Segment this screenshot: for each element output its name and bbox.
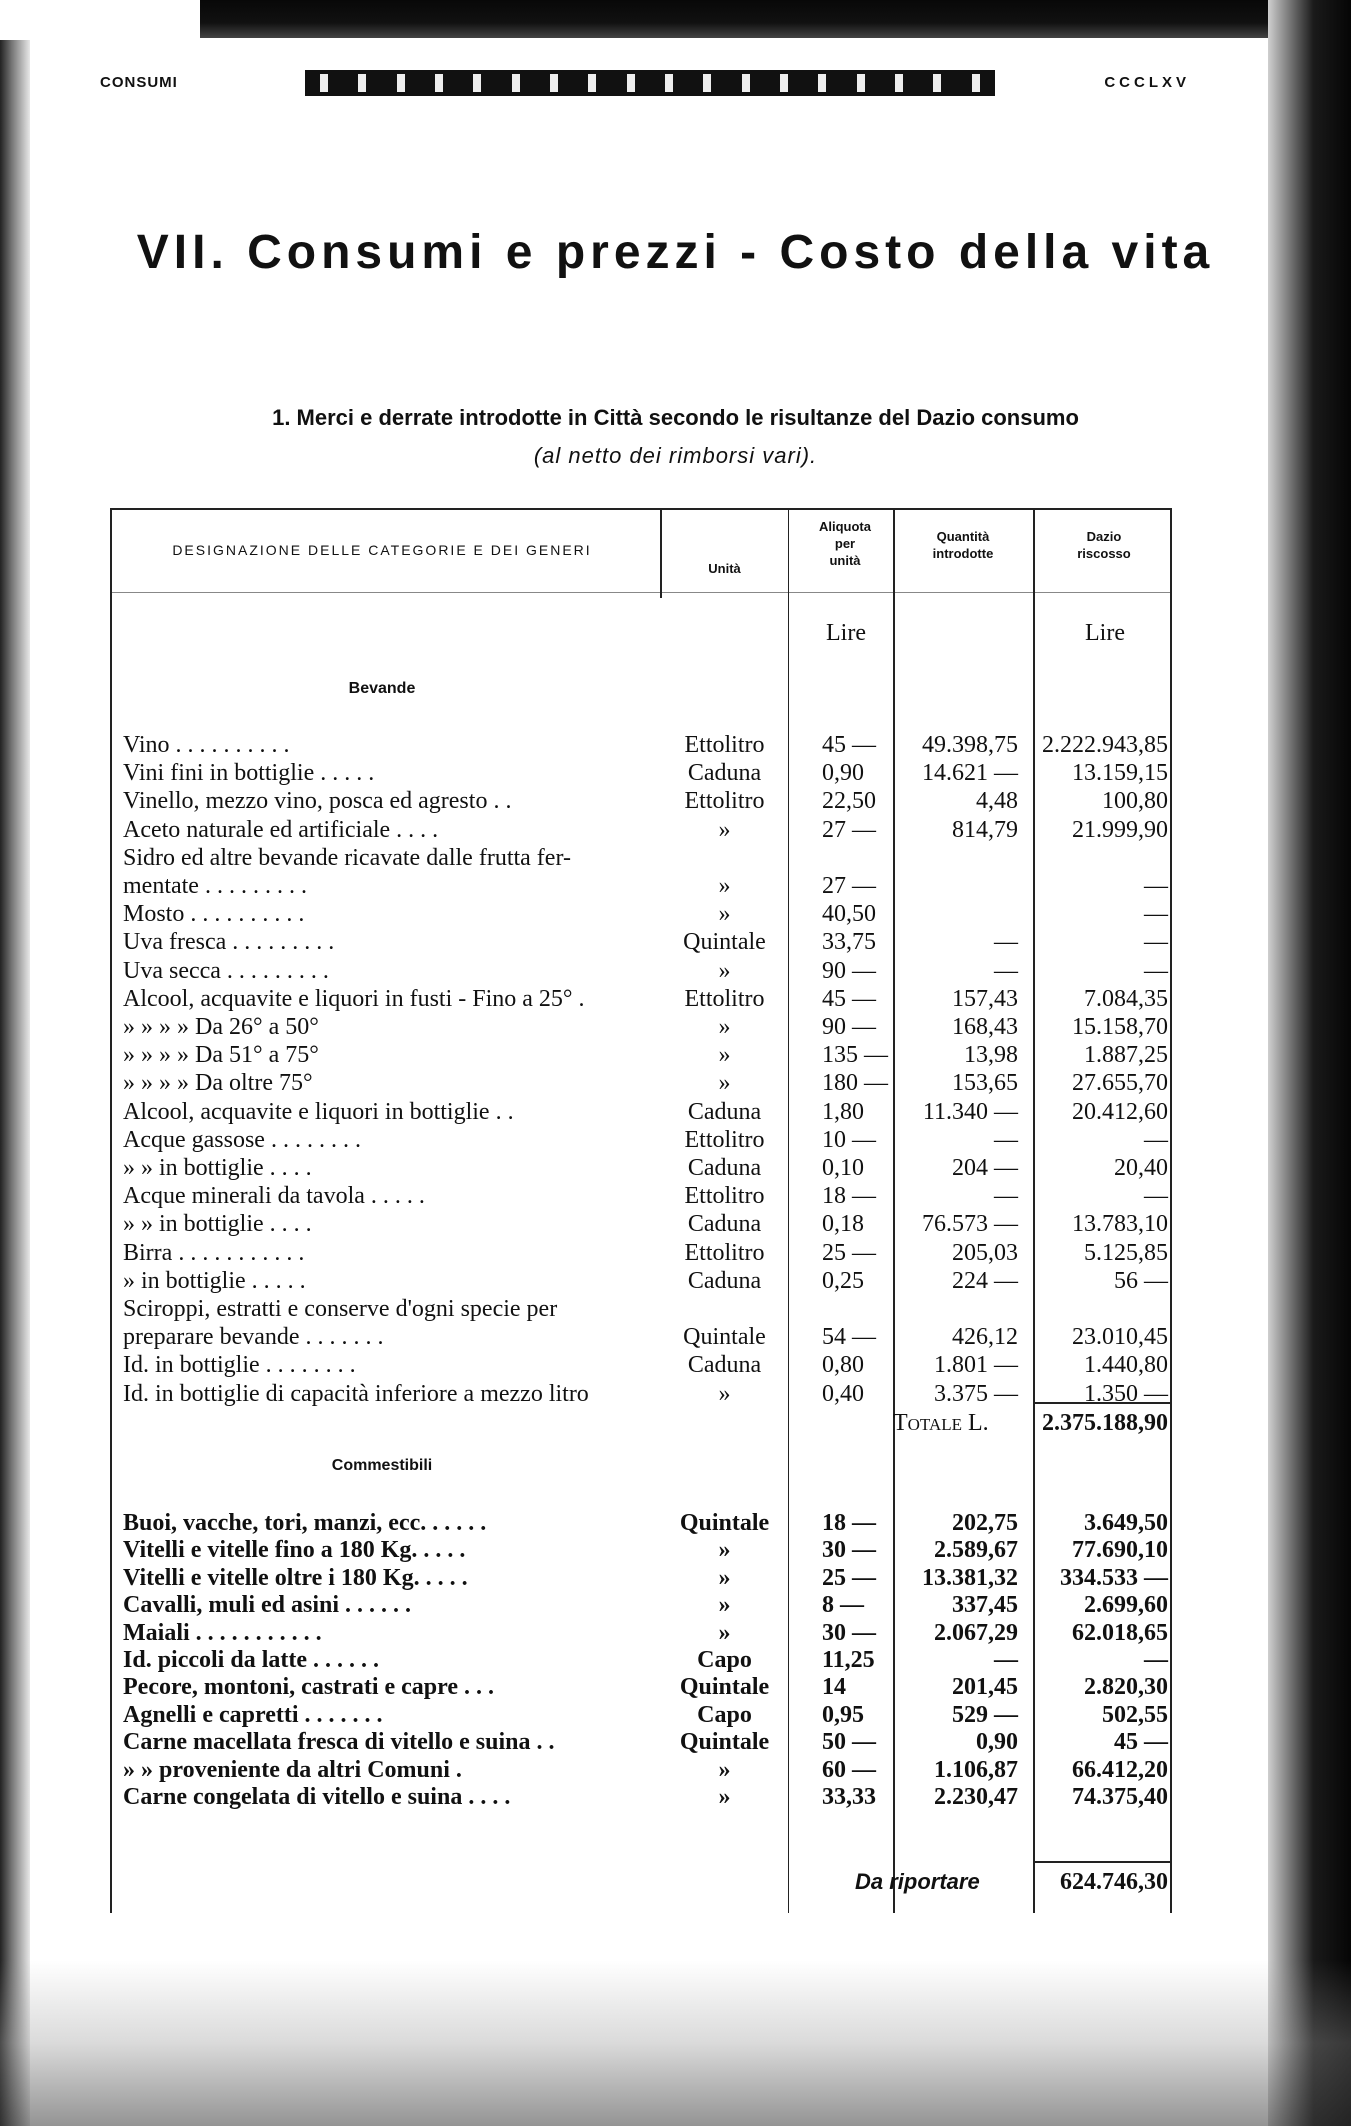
row-desc: Uva fresca . . . . . . . . .	[123, 929, 335, 956]
table-row	[0, 730, 1351, 760]
table-row	[0, 1535, 1351, 1565]
row-quantita: 4,48	[976, 788, 1018, 815]
table-row	[0, 1508, 1351, 1538]
row-aliquota: 0,10	[822, 1155, 864, 1181]
scan-edge-top	[200, 0, 1351, 38]
row-unit: »	[718, 957, 731, 984]
row-quantita: 201,45	[952, 1674, 1018, 1701]
header-dazio-line2: riscosso	[1077, 546, 1131, 561]
row-dazio: —	[1144, 957, 1168, 984]
row-dazio: 21.999,90	[1072, 816, 1168, 843]
row-aliquota: 18 —	[822, 1183, 876, 1210]
header-bottom-rule	[112, 592, 1172, 593]
row-quantita: 49.398,75	[922, 732, 1018, 758]
row-desc: » » » » Da 51° a 75°	[123, 1042, 319, 1069]
row-unit: Ettolitro	[684, 1183, 765, 1210]
row-unit: Quintale	[679, 1674, 770, 1701]
row-unit: »	[718, 1619, 731, 1646]
row-desc: Vitelli e vitelle oltre i 180 Kg. . . . .	[123, 1564, 468, 1591]
header-aliquota-line1: Aliquota	[819, 519, 871, 534]
table-row	[0, 1350, 1351, 1380]
table-row	[0, 1238, 1351, 1268]
row-aliquota: 50 —	[822, 1729, 876, 1756]
row-desc: mentate . . . . . . . . .	[123, 873, 307, 899]
table-row	[0, 1209, 1351, 1239]
row-dazio: —	[1144, 929, 1168, 956]
row-dazio: 27.655,70	[1072, 1070, 1168, 1097]
running-head-right: CCCLXV	[1104, 74, 1190, 91]
table-row	[0, 871, 1351, 901]
row-desc: preparare bevande . . . . . . .	[123, 1324, 384, 1351]
table-row	[0, 843, 1351, 873]
row-unit: »	[718, 1564, 731, 1591]
row-dazio: —	[1144, 901, 1168, 928]
row-dazio: 20,40	[1114, 1155, 1168, 1181]
row-desc: Vino . . . . . . . . . .	[123, 732, 290, 758]
table-row	[0, 1672, 1351, 1702]
row-aliquota: 25 —	[822, 1239, 876, 1266]
row-unit: Caduna	[687, 1155, 762, 1181]
row-unit: Capo	[697, 1701, 752, 1728]
row-aliquota: 90 —	[822, 1014, 876, 1040]
row-dazio: 74.375,40	[1072, 1784, 1168, 1810]
row-quantita: —	[994, 957, 1018, 984]
row-desc: Acque minerali da tavola . . . . .	[123, 1183, 425, 1210]
table-row	[0, 1782, 1351, 1812]
row-unit: Quintale	[679, 1510, 770, 1536]
row-quantita: 1.106,87	[934, 1756, 1018, 1783]
section-commestibili: Commestibili	[331, 1457, 433, 1474]
row-unit: Caduna	[687, 1211, 762, 1238]
row-dazio: 62.018,65	[1072, 1619, 1168, 1646]
row-quantita: 153,65	[952, 1070, 1018, 1097]
row-dazio: 2.699,60	[1084, 1592, 1168, 1619]
table-row	[0, 1125, 1351, 1155]
row-desc: » in bottiglie . . . . .	[123, 1267, 306, 1294]
row-unit: Capo	[697, 1647, 752, 1673]
header-aliquota-line2: per	[834, 536, 856, 551]
row-unit: »	[718, 1380, 731, 1407]
row-quantita: 337,45	[952, 1592, 1018, 1619]
row-quantita: 2.589,67	[934, 1537, 1018, 1564]
row-aliquota: 27 —	[822, 873, 876, 899]
row-dazio: 1.350 —	[1084, 1380, 1168, 1407]
row-desc: Aceto naturale ed artificiale . . . .	[123, 816, 439, 843]
row-unit: Caduna	[687, 760, 762, 787]
table-row	[0, 1379, 1351, 1409]
row-desc: Vinello, mezzo vino, posca ed agresto . .	[123, 788, 512, 815]
header-dazio-line1: Dazio	[1086, 529, 1122, 544]
row-aliquota: 90 —	[822, 957, 876, 984]
row-unit: »	[718, 1537, 731, 1564]
row-dazio: 13.159,15	[1072, 760, 1168, 787]
header-aliquota-line3: unità	[829, 553, 861, 568]
row-dazio: 5.125,85	[1084, 1239, 1168, 1266]
row-aliquota: 11,25	[822, 1647, 875, 1673]
row-unit: Caduna	[687, 1352, 762, 1379]
row-dazio: —	[1144, 1126, 1168, 1153]
row-unit: Caduna	[687, 1098, 762, 1125]
row-unit: Caduna	[687, 1267, 762, 1294]
row-desc: » » » » Da 26° a 50°	[123, 1014, 319, 1040]
row-desc: Sidro ed altre bevande ricavate dalle frutta fer-	[123, 844, 571, 871]
row-desc: » » in bottiglie . . . .	[123, 1155, 312, 1181]
row-dazio: 45 —	[1114, 1729, 1168, 1756]
row-aliquota: 33,75	[822, 929, 876, 956]
row-aliquota: 0,95	[822, 1701, 864, 1728]
row-aliquota: 135 —	[822, 1042, 888, 1069]
totale-value: 2.375.188,90	[1042, 1410, 1168, 1436]
riportare-label: Da riportare	[855, 1869, 980, 1894]
row-desc: Id. in bottiglie di capacità inferiore a mezzo litro	[123, 1380, 589, 1407]
row-dazio: 77.690,10	[1072, 1537, 1168, 1564]
row-desc: Acque gassose . . . . . . . .	[123, 1126, 361, 1153]
row-dazio: 23.010,45	[1072, 1324, 1168, 1351]
row-aliquota: 0,25	[822, 1267, 864, 1294]
row-dazio: 20.412,60	[1072, 1098, 1168, 1125]
row-aliquota: 180 —	[822, 1070, 888, 1097]
table-row	[0, 786, 1351, 816]
row-dazio: 3.649,50	[1084, 1510, 1168, 1536]
table-row	[0, 1097, 1351, 1127]
table-row	[0, 758, 1351, 788]
row-unit: Ettolitro	[684, 732, 765, 758]
row-quantita: 0,90	[976, 1729, 1018, 1756]
row-aliquota: 25 —	[822, 1564, 876, 1591]
row-desc: Alcool, acquavite e liquori in fusti - Fino a 25° .	[123, 985, 585, 1012]
row-quantita: 76.573 —	[922, 1211, 1018, 1238]
row-aliquota: 60 —	[822, 1756, 876, 1783]
row-desc: Carne macellata fresca di vitello e suina . .	[123, 1729, 555, 1756]
row-unit: »	[718, 1756, 731, 1783]
row-quantita: 3.375 —	[934, 1380, 1018, 1407]
table-row	[0, 1645, 1351, 1675]
row-desc: Uva secca . . . . . . . . .	[123, 957, 329, 984]
row-desc: Carne congelata di vitello e suina . . . .	[123, 1784, 511, 1810]
running-head-band	[305, 70, 995, 96]
row-quantita: —	[994, 1183, 1018, 1210]
row-dazio: 13.783,10	[1072, 1211, 1168, 1238]
row-aliquota: 14	[822, 1674, 846, 1701]
row-aliquota: 54 —	[822, 1324, 876, 1351]
header-quantita-line1: Quantità	[936, 529, 990, 544]
row-dazio: 7.084,35	[1084, 985, 1168, 1012]
row-dazio: 56 —	[1114, 1267, 1168, 1294]
row-quantita: —	[994, 929, 1018, 956]
row-unit: Ettolitro	[684, 1239, 765, 1266]
table-row	[0, 927, 1351, 957]
row-desc: Alcool, acquavite e liquori in bottiglie . .	[123, 1098, 514, 1125]
row-quantita: —	[994, 1647, 1018, 1673]
row-dazio: —	[1144, 1183, 1168, 1210]
header-quantita	[893, 528, 1033, 562]
row-dazio: 15.158,70	[1072, 1014, 1168, 1040]
row-aliquota: 30 —	[822, 1537, 876, 1564]
row-unit: Ettolitro	[684, 788, 765, 815]
row-desc: Agnelli e capretti . . . . . . .	[123, 1701, 383, 1728]
row-desc: Vitelli e vitelle fino a 180 Kg. . . . .	[123, 1537, 466, 1564]
row-aliquota: 18 —	[822, 1510, 876, 1536]
table-row	[0, 1068, 1351, 1098]
row-quantita: 204 —	[952, 1155, 1018, 1181]
table-row	[0, 1618, 1351, 1648]
row-dazio: —	[1144, 1647, 1168, 1673]
row-desc: Sciroppi, estratti e conserve d'ogni specie per	[123, 1296, 558, 1322]
table-row	[0, 1181, 1351, 1211]
row-aliquota: 1,80	[822, 1098, 864, 1125]
row-dazio: 334.533 —	[1060, 1564, 1168, 1591]
table-row	[0, 984, 1351, 1014]
row-unit: »	[718, 1592, 731, 1619]
row-quantita: 426,12	[952, 1324, 1018, 1351]
row-quantita: 157,43	[952, 985, 1018, 1012]
row-dazio: —	[1144, 873, 1168, 899]
row-aliquota: 27 —	[822, 816, 876, 843]
row-dazio: 502,55	[1102, 1701, 1168, 1728]
row-aliquota: 10 —	[822, 1126, 876, 1153]
row-unit: Quintale	[683, 1324, 766, 1351]
row-aliquota: 22,50	[822, 788, 876, 815]
currency-dazio: Lire	[1085, 620, 1125, 646]
row-unit: »	[718, 1070, 731, 1097]
totale-label: Totale L.	[893, 1410, 989, 1436]
row-desc: Id. in bottiglie . . . . . . . .	[123, 1352, 356, 1379]
row-desc: » » proveniente da altri Comuni .	[123, 1756, 462, 1783]
table-row	[0, 1755, 1351, 1785]
row-desc: » » in bottiglie . . . .	[123, 1211, 312, 1238]
riportare-rule	[1033, 1861, 1172, 1863]
row-unit: Ettolitro	[684, 985, 765, 1012]
running-head	[100, 70, 1190, 96]
table-row	[0, 1700, 1351, 1730]
table-row	[0, 1012, 1351, 1042]
table-row	[0, 1563, 1351, 1593]
row-desc: Birra . . . . . . . . . . .	[123, 1239, 305, 1266]
table-row	[0, 1322, 1351, 1352]
row-aliquota: 0,80	[822, 1352, 864, 1379]
row-quantita: 13,98	[964, 1042, 1018, 1069]
row-desc: Id. piccoli da latte . . . . . .	[123, 1647, 379, 1673]
row-quantita: 224 —	[952, 1267, 1018, 1294]
row-unit: Ettolitro	[684, 1126, 765, 1153]
table-row	[0, 1153, 1351, 1183]
row-aliquota: 33,33	[822, 1784, 876, 1810]
table-row	[0, 815, 1351, 845]
row-unit: »	[718, 816, 731, 843]
row-quantita: 14.621 —	[922, 760, 1018, 787]
row-unit: Quintale	[683, 929, 766, 956]
running-head-left: CONSUMI	[100, 74, 178, 91]
row-unit: »	[718, 1014, 731, 1040]
row-unit: »	[718, 873, 731, 899]
row-quantita: 529 —	[952, 1701, 1018, 1728]
row-unit: »	[718, 901, 731, 928]
header-dazio	[1035, 528, 1173, 562]
row-aliquota: 0,40	[822, 1380, 864, 1407]
row-desc: » » » » Da oltre 75°	[123, 1070, 313, 1097]
row-unit: »	[718, 1042, 731, 1069]
row-dazio: 1.440,80	[1084, 1352, 1168, 1379]
header-unit: Unità	[708, 561, 741, 576]
table-row	[0, 956, 1351, 986]
table-row	[0, 1294, 1351, 1324]
table-row	[0, 1727, 1351, 1757]
rule-desc-unit	[660, 508, 662, 598]
row-quantita: 2.067,29	[934, 1619, 1018, 1646]
header-designation: DESIGNAZIONE DELLE CATEGORIE E DEI GENERI	[172, 542, 592, 558]
row-quantita: 11.340 —	[922, 1098, 1018, 1125]
row-quantita: 205,03	[952, 1239, 1018, 1266]
row-desc: Cavalli, muli ed asini . . . . . .	[123, 1592, 412, 1619]
row-dazio: 66.412,20	[1072, 1756, 1168, 1783]
row-unit: »	[718, 1784, 731, 1810]
row-aliquota: 45 —	[822, 985, 876, 1012]
row-desc: Maiali . . . . . . . . . . .	[123, 1619, 322, 1646]
row-quantita: 168,43	[952, 1014, 1018, 1040]
row-desc: Buoi, vacche, tori, manzi, ecc. . . . . .	[123, 1510, 487, 1536]
header-quantita-line2: introdotte	[932, 546, 994, 561]
table-row	[0, 1266, 1351, 1296]
table-row	[0, 899, 1351, 929]
row-dazio: 1.887,25	[1084, 1042, 1168, 1069]
row-aliquota: 8 —	[822, 1592, 864, 1619]
table-row	[0, 1590, 1351, 1620]
row-aliquota: 30 —	[822, 1619, 876, 1646]
row-aliquota: 0,18	[822, 1211, 864, 1238]
row-dazio: 100,80	[1102, 788, 1168, 815]
row-quantita: —	[994, 1126, 1018, 1153]
row-aliquota: 45 —	[822, 732, 876, 758]
row-quantita: 2.230,47	[934, 1784, 1018, 1810]
row-quantita: 814,79	[952, 816, 1018, 843]
row-aliquota: 0,90	[822, 760, 864, 787]
chapter-title: VII. Consumi e prezzi - Costo della vita	[136, 226, 1215, 279]
row-dazio: 2.222.943,85	[1042, 732, 1168, 758]
table-title: 1. Merci e derrate introdotte in Città secondo le risultanze del Dazio consumo	[272, 405, 1079, 430]
scan-bottom-shadow	[0, 1960, 1351, 2126]
row-quantita: 1.801 —	[934, 1352, 1018, 1379]
row-desc: Mosto . . . . . . . . . .	[123, 901, 305, 928]
row-quantita: 13.381,32	[922, 1564, 1018, 1591]
row-dazio: 2.820,30	[1084, 1674, 1168, 1701]
header-aliquota	[790, 518, 900, 569]
table-row	[0, 1040, 1351, 1070]
section-bevande: Bevande	[348, 680, 416, 697]
table-subtitle: (al netto dei rimborsi vari).	[533, 443, 818, 468]
riportare-value: 624.746,30	[1060, 1869, 1168, 1895]
row-aliquota: 40,50	[822, 901, 876, 928]
row-unit: Quintale	[679, 1729, 770, 1756]
currency-aliquota: Lire	[826, 620, 866, 646]
row-desc: Vini fini in bottiglie . . . . .	[123, 760, 375, 787]
row-desc: Pecore, montoni, castrati e capre . . .	[123, 1674, 495, 1701]
row-quantita: 202,75	[952, 1510, 1018, 1536]
table-top-rule	[112, 508, 1172, 510]
